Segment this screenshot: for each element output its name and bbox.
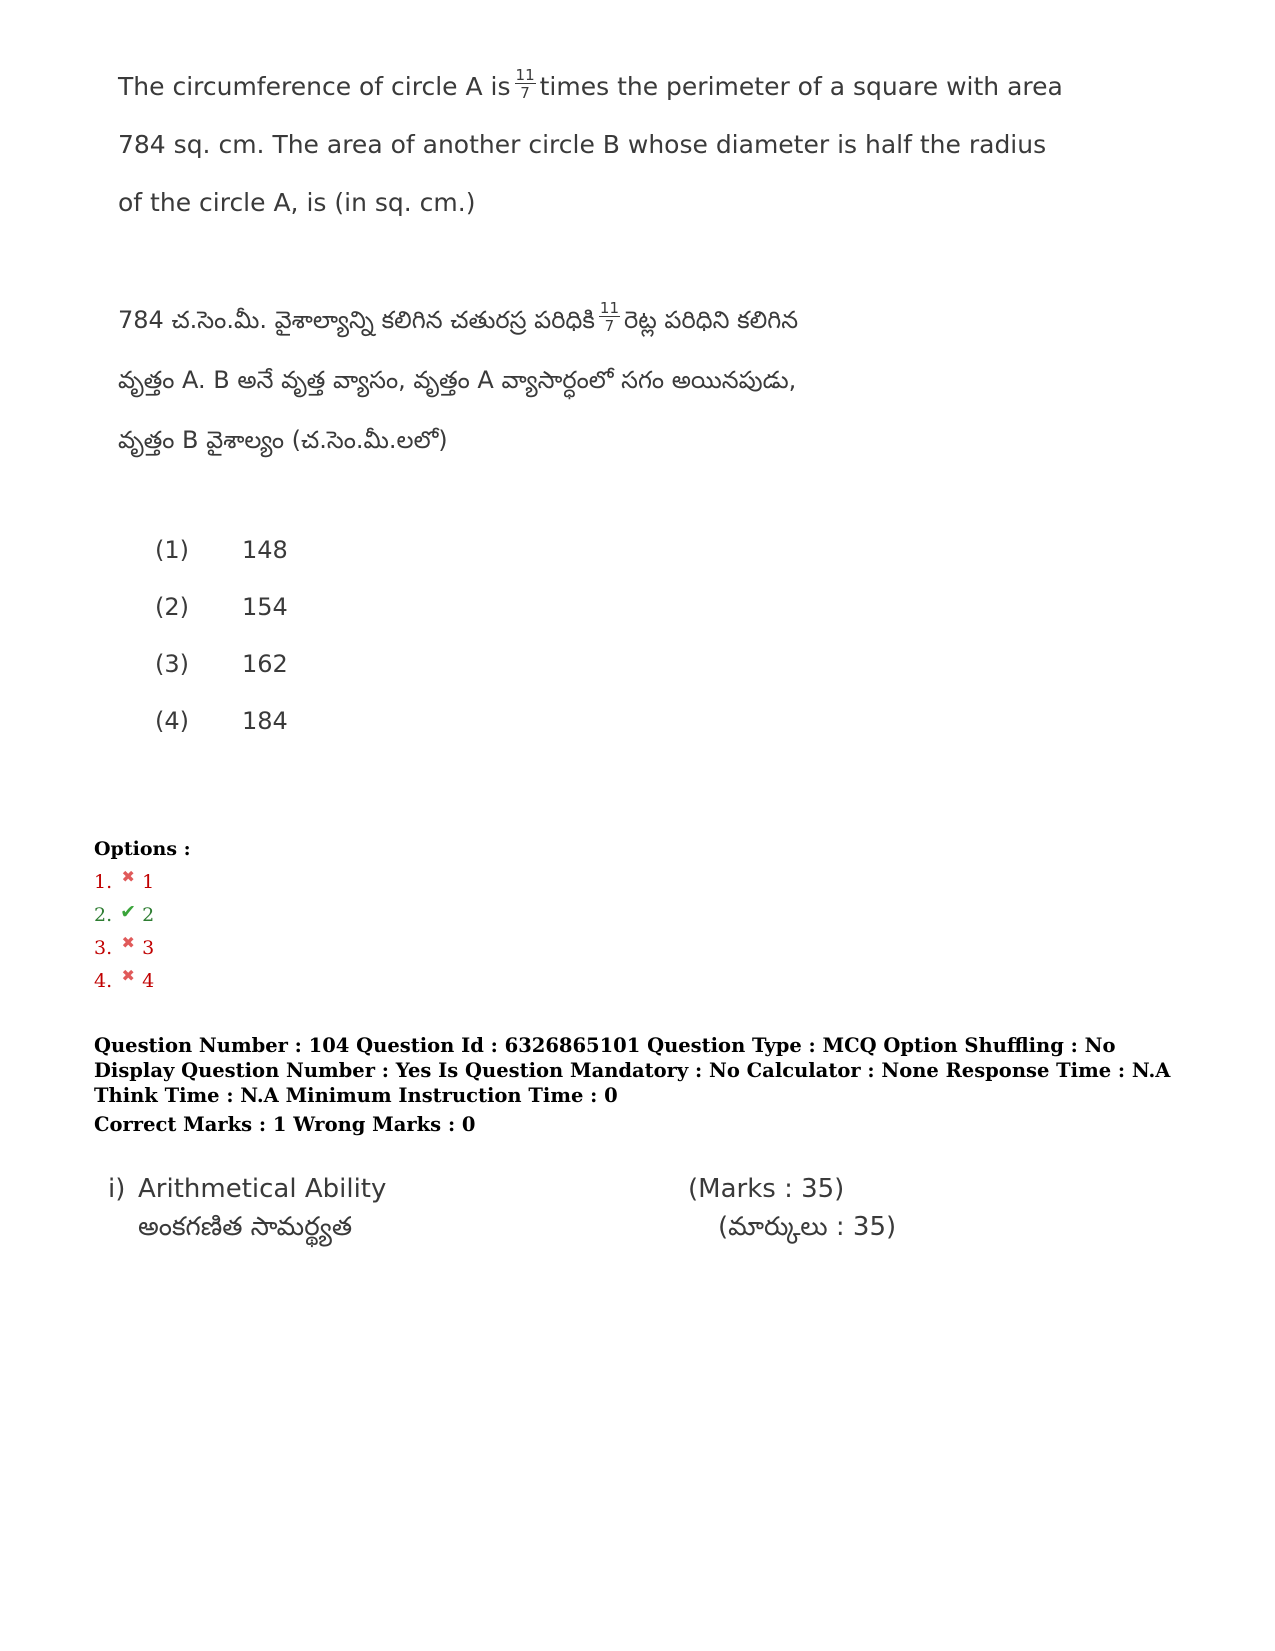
question-line-telugu: వృత్తం B వైశాల్యం (చ.సెం.మీ.లలో) <box>118 426 448 454</box>
cross-icon: ✖ <box>121 867 135 886</box>
section-marks-telugu: (మార్కులు : 35) <box>718 1212 897 1242</box>
option-3 <box>94 932 191 965</box>
choice-value: 184 <box>242 707 288 735</box>
section-title: Arithmetical Ability <box>138 1174 387 1204</box>
question-line: of the circle A, is (in sq. cm.) <box>118 188 476 217</box>
choice-number: (4) <box>155 707 189 735</box>
option-label: 1 <box>142 871 155 893</box>
question-text-telugu: 784 చ.సెం.మీ. వైశాల్యాన్ని కలిగిన చతురస్ర పరిధికి <box>118 306 595 334</box>
question-line-telugu <box>118 290 1058 350</box>
option-number: 3. <box>94 937 113 959</box>
option-label: 2 <box>142 904 155 926</box>
choice-value: 154 <box>242 593 288 621</box>
choice-number: (2) <box>155 593 189 621</box>
question-line <box>118 58 1063 116</box>
options-list <box>94 838 191 998</box>
question-details: Question Number : 104 Question Id : 6326865101 Question Type : MCQ Option Shuffling : No Display Question Number : Yes Is Question Mandatory : No Calculator : None Response Time : N.A Think Time : N.A Minimum Instruction Time : 0 <box>94 1034 1171 1107</box>
fraction <box>599 298 620 335</box>
section-row-english <box>108 1170 896 1208</box>
option-number: 1. <box>94 871 113 893</box>
cross-icon: ✖ <box>121 933 135 952</box>
option-label: 3 <box>142 937 155 959</box>
option-number: 2. <box>94 904 113 926</box>
section-title-telugu: అంకగణిత సామర్థ్యత <box>138 1212 353 1242</box>
choice-number: (3) <box>155 650 189 678</box>
options-title: Options : <box>94 838 191 860</box>
choice-2 <box>155 593 288 650</box>
choice-1 <box>155 536 288 593</box>
fraction-denominator: 7 <box>604 316 615 335</box>
question-telugu <box>118 290 1058 470</box>
choice-value: 162 <box>242 650 288 678</box>
option-2 <box>94 899 191 932</box>
section-numeral: i) <box>108 1174 126 1204</box>
choice-number: (1) <box>155 536 189 564</box>
question-text: times the perimeter of a square with area <box>539 72 1063 101</box>
question-text-telugu: రెట్ల పరిధిని కలిగిన <box>624 306 799 334</box>
fraction-numerator: 11 <box>515 65 535 84</box>
question-english <box>118 58 1063 232</box>
option-label: 4 <box>142 970 155 992</box>
question-line-telugu: వృత్తం A. B అనే వృత్త వ్యాసం, వృత్తం A వ్యాసార్ధంలో సగం అయినపుడు, <box>118 366 797 394</box>
section-marks: (Marks : 35) <box>688 1174 845 1204</box>
section-header <box>108 1170 896 1246</box>
question-image <box>118 58 1063 470</box>
question-line: 784 sq. cm. The area of another circle B whose diameter is half the radius <box>118 130 1047 159</box>
choice-4 <box>155 707 288 764</box>
option-4 <box>94 965 191 998</box>
fraction-numerator: 11 <box>599 298 619 317</box>
option-number: 4. <box>94 970 113 992</box>
question-metadata <box>94 1033 1189 1137</box>
choice-3 <box>155 650 288 707</box>
fraction-denominator: 7 <box>520 83 530 102</box>
question-text: The circumference of circle A is <box>118 72 511 101</box>
marks-info: Correct Marks : 1 Wrong Marks : 0 <box>94 1113 476 1136</box>
section-row-telugu <box>108 1208 896 1246</box>
option-1 <box>94 866 191 899</box>
answer-choices <box>155 536 288 764</box>
fraction <box>515 65 536 102</box>
cross-icon: ✖ <box>121 966 135 985</box>
check-icon: ✔ <box>120 901 137 923</box>
choice-value: 148 <box>242 536 288 564</box>
